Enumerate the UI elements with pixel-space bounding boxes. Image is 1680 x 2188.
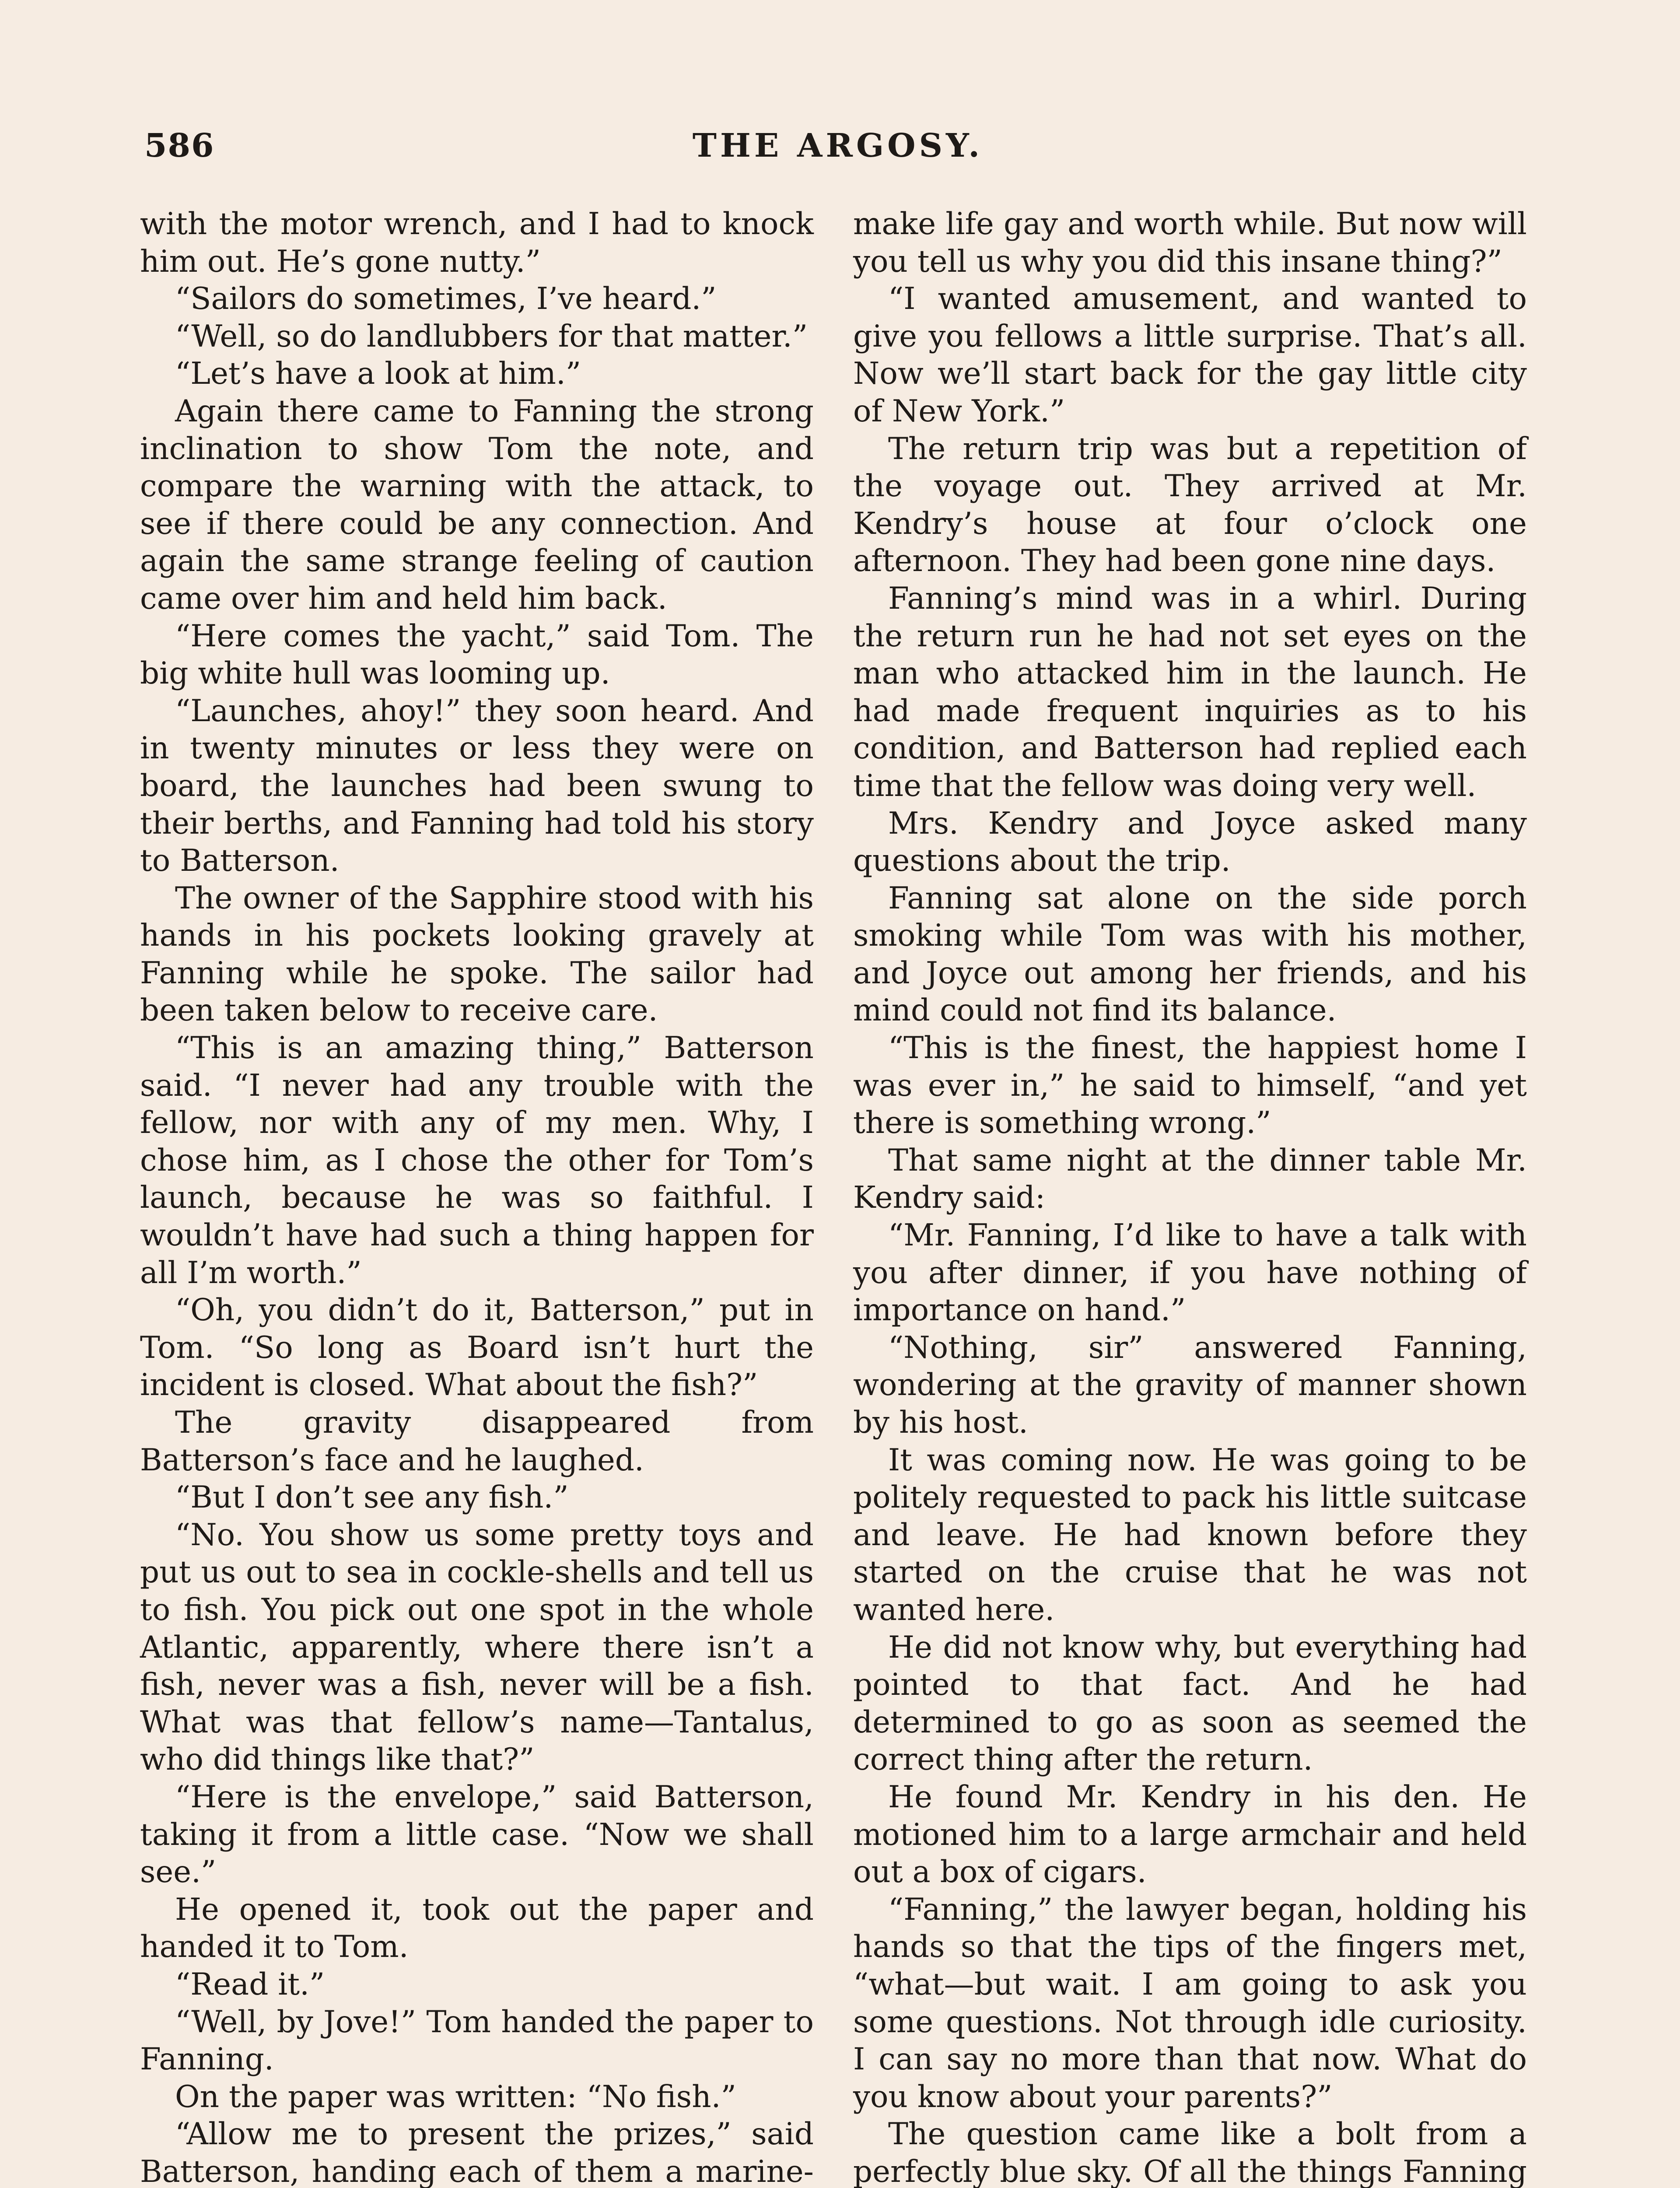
paragraph: make life gay and worth while. But now will you tell us why you did this insane thing?” [853, 207, 1527, 279]
page-header [144, 127, 1531, 175]
paragraph: “Sailors do sometimes, I’ve heard.” [175, 281, 717, 317]
right-column [853, 206, 1527, 2188]
paragraph: “Here is the envelope,” said Batterson, taking it from a little case. “Now we shall see.” [140, 1779, 814, 1890]
paragraph: “Nothing, sir” answered Fanning, wondering at the gravity of manner shown by his host. [853, 1330, 1527, 1440]
paragraph: Fanning’s mind was in a whirl. During the return run he had not set eyes on the man who attacked him in the launch. He had made frequent inquiries as to his condition, and Batterson had replied each time that the fellow was doing very well. [853, 581, 1527, 803]
paragraph: He did not know why, but everything had pointed to that fact. And he had determined to go as soon as seemed the correct thing after the return. [853, 1630, 1527, 1778]
paragraph: “Well, by Jove!” Tom handed the paper to Fanning. [140, 2004, 814, 2077]
paragraph: The owner of the Sapphire stood with his hands in his pockets looking gravely at Fanning while he spoke. The sailor had been taken below to receive care. [140, 880, 814, 1028]
paragraph: “I wanted amusement, and wanted to give you fellows a little surprise. That’s all. Now we’ll start back for the gay little city of New York.” [853, 281, 1527, 429]
paragraph: “But I don’t see any fish.” [175, 1480, 569, 1515]
paragraph: He opened it, took out the paper and handed it to Tom. [140, 1892, 814, 1965]
paragraph: The gravity disappeared from Batterson’s face and he laughed. [140, 1405, 814, 1478]
paragraph: Again there came to Fanning the strong inclination to show Tom the note, and compare the warning with the attack, to see if there could be any connection. And again the same strange feeling of caution came over him and held him back. [140, 393, 814, 616]
paragraph: That same night at the dinner table Mr. Kendry said: [853, 1143, 1527, 1216]
paragraph: “This is the finest, the happiest home I was ever in,” he said to himself, “and yet there is something wrong.” [853, 1031, 1527, 1141]
paragraph: The question came like a bolt from a perfectly blue sky. Of all the things Fanning [853, 2117, 1527, 2188]
paragraph: It was coming now. He was going to be politely requested to pack his little suitcase and leave. He had known before they started on the cruise that he was not wanted here. [853, 1442, 1527, 1627]
paragraph: “Oh, you didn’t do it, Batterson,” put in Tom. “So long as Board isn’t hurt the incident is closed. What about the fish?” [140, 1293, 814, 1403]
paragraph: “Mr. Fanning, I’d like to have a talk with you after dinner, if you have nothing of importance on hand.” [853, 1218, 1527, 1328]
paragraph: “This is an amazing thing,” Batterson said. “I never had any trouble with the fellow, nor with any of my men. Why, I chose him, as I chose the other for Tom’s launch, because he was so faithful. I wouldn’t have had such a thing happen for all I’m worth.” [140, 1031, 814, 1290]
paragraph: “Read it.” [175, 1967, 325, 2002]
left-column [140, 206, 814, 2188]
paragraph: He found Mr. Kendry in his den. He motioned him to a large armchair and held out a box of cigars. [853, 1779, 1527, 1890]
paragraph: “Let’s have a look at him.” [175, 356, 581, 392]
paragraph: “No. You show us some pretty toys and put us out to sea in cockle-shells and tell us to fish. You pick out one spot in the whole Atlantic, apparently, where there isn’t a fish, never was a fish, never will be a fish. What was that fellow’s name—Tantalus, who did things like that?” [140, 1517, 814, 1778]
paragraph: Fanning sat alone on the side porch smoking while Tom was with his mother, and Joyce out among her friends, and his mind could not find its balance. [853, 880, 1527, 1028]
paragraph: Mrs. Kendry and Joyce asked many questions about the trip. [853, 806, 1527, 879]
running-head: THE ARGOSY. [692, 127, 984, 165]
paragraph: “Here comes the yacht,” said Tom. The big white hull was looming up. [140, 618, 814, 691]
paragraph: “Allow me to present the prizes,” said Batterson, handing each of them a marine- [140, 2117, 814, 2188]
paragraph: with the motor wrench, and I had to knock him out. He’s gone nutty.” [140, 207, 814, 279]
paragraph: On the paper was written: “No fish.” [175, 2079, 736, 2114]
paragraph: The return trip was but a repetition of the voyage out. They arrived at Mr. Kendry’s house at four o’clock one afternoon. They had been gone nine days. [853, 431, 1527, 579]
paragraph: “Launches, ahoy!” they soon heard. And in twenty minutes or less they were on board, the launches had been swung to their berths, and Fanning had told his story to Batterson. [140, 693, 814, 879]
page-number: 586 [144, 127, 215, 165]
paragraph: “Fanning,” the lawyer began, holding his hands so that the tips of the fingers met, “what—but wait. I am going to ask you some questions. Not through idle curiosity. I can say no more than that now. What do you know about your parents?” [853, 1892, 1527, 2114]
paragraph: “Well, so do landlubbers for that matter.” [175, 319, 808, 354]
